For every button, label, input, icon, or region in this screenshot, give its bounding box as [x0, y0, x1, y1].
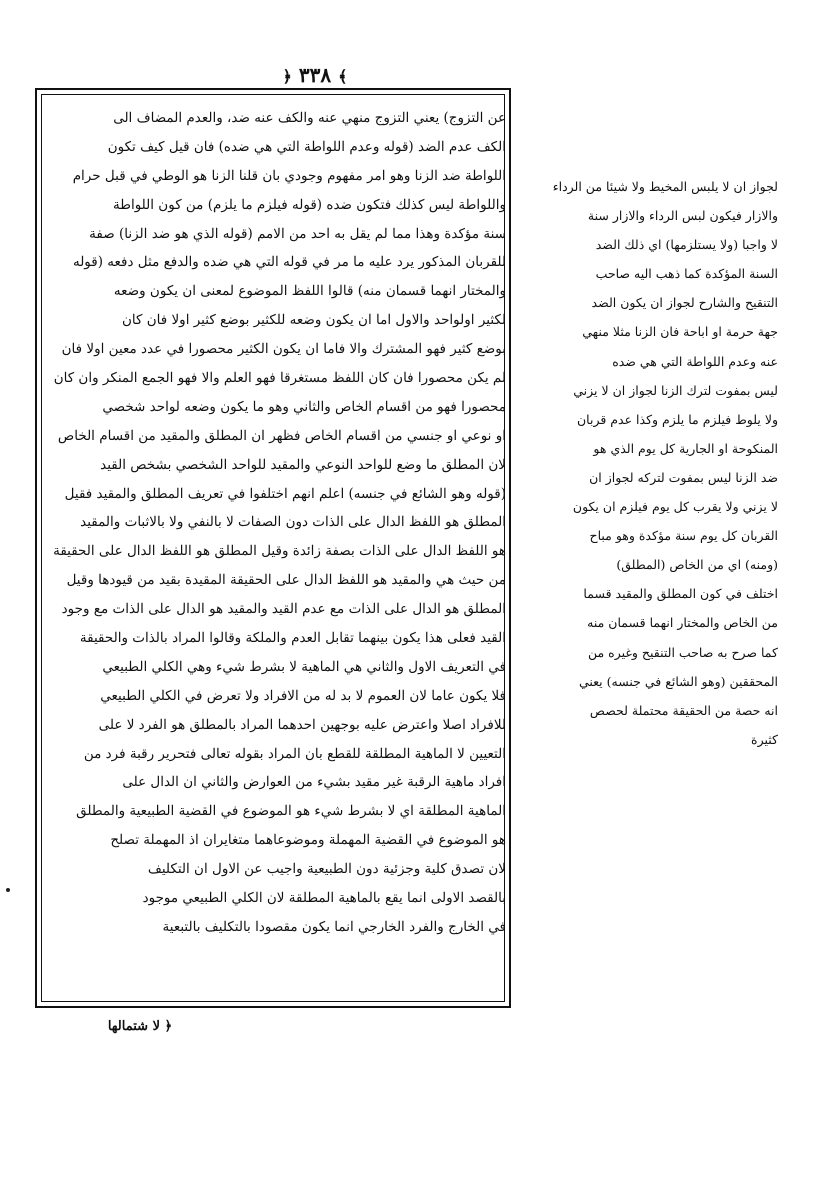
main-line: الكف عدم الضد (قوله وعدم اللواطة التي هي ضده) فان قيل كيف تكون — [107, 138, 506, 155]
main-line: لان المطلق ما وضع للواحد النوعي والمقيد للواحد الشخصي بشخص القيد — [100, 456, 506, 473]
main-commentary-text — [44, 104, 506, 1004]
main-line: فلا يكون عاما لان العموم لا بد له من الافراد ولا تعرض في الكلي الطبيعي — [100, 687, 506, 704]
margin-line: من الخاص والمختار انهما قسمان منه — [587, 615, 778, 631]
main-line: هو الموضوع في القضية المهملة وموضوعاهما متغايران اذ المهملة تصلح — [110, 832, 506, 849]
main-line: في الخارج والفرد الخارجي انما يكون مقصودا بالتكليف بالتبعية — [162, 918, 506, 935]
margin-line: السنة المؤكدة كما ذهب اليه صاحب — [595, 266, 778, 282]
margin-line: المنكوحة او الجارية كل يوم الذي هو — [593, 440, 778, 456]
main-line: للافراد اصلا واعترض عليه بوجهين احدهما المراد بالمطلق هو الفرد لا على — [98, 716, 506, 733]
margin-line: لا واجبا (ولا يستلزمها) اي ذلك الضد — [595, 237, 778, 253]
margin-line: لا يزني ولا يقرب كل يوم فيلزم ان يكون — [572, 499, 778, 515]
main-line: هو اللفظ الدال على الذات بصفة زائدة وقيل المطلق هو اللفظ الدال على الحقيقة — [53, 543, 506, 560]
main-line: لان تصدق كلية وجزئية دون الطبيعية واجيب عن الاول ان التكليف — [147, 861, 506, 878]
main-line: سنة مؤكدة وهذا مما لم يقل به احد من الامم (قوله الذي هو ضد الزنا) صفة — [89, 225, 506, 242]
margin-line: كثيرة — [751, 731, 778, 747]
margin-line: التنقيح والشارح لجواز ان يكون الضد — [591, 295, 778, 311]
main-line: للقربان المذكور يرد عليه ما مر في قوله التي هي ضده والدفع مثل دفعه (قوله — [72, 254, 506, 271]
main-line: (قوله وهو الشائع في جنسه) اعلم انهم اختلفوا في تعريف المطلق والمقيد فقيل — [64, 485, 506, 502]
catchword-text: لا شتمالها — [107, 1019, 160, 1034]
catchword — [80, 1014, 200, 1040]
main-line: افراد ماهية الرقبة غير مقيد بشيء من العوارض والثاني ان الدال على — [122, 774, 506, 791]
margin-line: لجواز ان لا يلبس المخيط ولا شيئا من الرداء — [552, 179, 778, 194]
main-line: لكثير اولواحد والاول اما ان يكون وضعه للكثير بوضع كثير اولا فان كان — [121, 312, 506, 329]
page-number-text: ٣٣٨ — [298, 63, 332, 87]
main-line: التعيين لا الماهية المطلقة للقطع بان المراد بقوله تعالى فتحرير رقبة فرد من — [83, 745, 506, 762]
main-line: اللواطة ضد الزنا وهو امر مفهوم وجودي بان قلنا الزنا هو الوطي في قبل حرام — [72, 167, 506, 184]
main-line: لم يكن محصورا فان كان اللفظ مستغرقا فهو العلم والا فهو الجمع المنكر وان كان — [53, 370, 506, 387]
main-line: المطلق هو الدال على الذات مع عدم القيد والمقيد هو الدال على الذات مع وجود — [61, 601, 506, 618]
margin-line: ضد الزنا ليس بمفوت لتركه لجواز ان — [589, 469, 778, 485]
margin-line: والازار فيكون لبس الرداء والازار سنة — [587, 208, 778, 224]
margin-line: ليس بمفوت لترك الزنا لجواز ان لا يزني — [573, 382, 778, 398]
margin-line: ولا يلوط فيلزم ما يلزم وكذا عدم قربان — [576, 411, 778, 427]
margin-line: عنه وعدم اللواطة التي هي ضده — [612, 353, 778, 369]
margin-line: كما صرح به صاحب التنقيح وغيره من — [587, 644, 778, 660]
catchword-ornament-icon: ﴿ — [164, 1019, 173, 1034]
margin-line: جهة حرمة او اباحة فان الزنا مثلا منهي — [582, 324, 778, 340]
margin-line: (ومنه) اي من الخاص (المطلق) — [616, 557, 778, 573]
main-line: او نوعي او جنسي من اقسام الخاص فظهر ان المطلق والمقيد من اقسام الخاص — [57, 427, 506, 444]
main-line: في التعريف الاول والثاني هي الماهية لا بشرط شيء وهي الكلي الطبيعي — [102, 658, 506, 675]
main-line: والمختار انهما قسمان منه) قالوا اللفظ الموضوع لمعنى ان يكون وضعه — [113, 283, 506, 300]
page-number — [250, 60, 380, 90]
ornament-right-icon: ﴿ — [282, 67, 292, 86]
scan-speck — [6, 888, 10, 892]
margin-line: القربان كل يوم سنة مؤكدة وهو مباح — [589, 528, 778, 544]
margin-gloss-text — [520, 172, 778, 852]
margin-line: انه حصة من الحقيقة محتملة لحصص — [589, 702, 778, 718]
main-line: المطلق هو اللفظ الدال على الذات دون الصفات لا بالنفي ولا بالاثبات والمقيد — [80, 514, 506, 531]
main-line: بالقصد الاولى انما يقع بالماهية المطلقة لان الكلي الطبيعي موجود — [142, 890, 506, 907]
main-line: محصورا فهو من اقسام الخاص والثاني وهو ما يكون وضعه لواحد شخصي — [102, 398, 506, 415]
margin-line: اختلف في كون المطلق والمقيد قسما — [583, 586, 778, 602]
ornament-left-icon: ﴾ — [338, 67, 348, 86]
main-line: القيد فعلى هذا يكون بينهما تقابل العدم والملكة وقالوا المراد بالذات والحقيقة — [79, 630, 506, 647]
main-line: من حيث هي والمقيد هو اللفظ الدال على الحقيقة المقيدة بقيد من قيودها وقيل — [66, 572, 506, 589]
main-line: واللواطة ليس كذلك فتكون ضده (قوله فيلزم ما يلزم) من كون اللواطة — [112, 196, 506, 213]
margin-line: المحققين (وهو الشائع في جنسه) يعني — [578, 673, 778, 689]
main-line: الماهية المطلقة اي لا بشرط شيء هو الموضوع في القضية الطبيعية والمطلق — [76, 803, 506, 820]
main-line: عن التزوج) يعني التزوج منهي عنه والكف عنه ضد، والعدم المضاف الى — [113, 110, 506, 126]
main-line: بوضع كثير فهو المشترك والا فاما ان يكون الكثير محصورا في عدد معين اولا فان — [61, 341, 506, 358]
